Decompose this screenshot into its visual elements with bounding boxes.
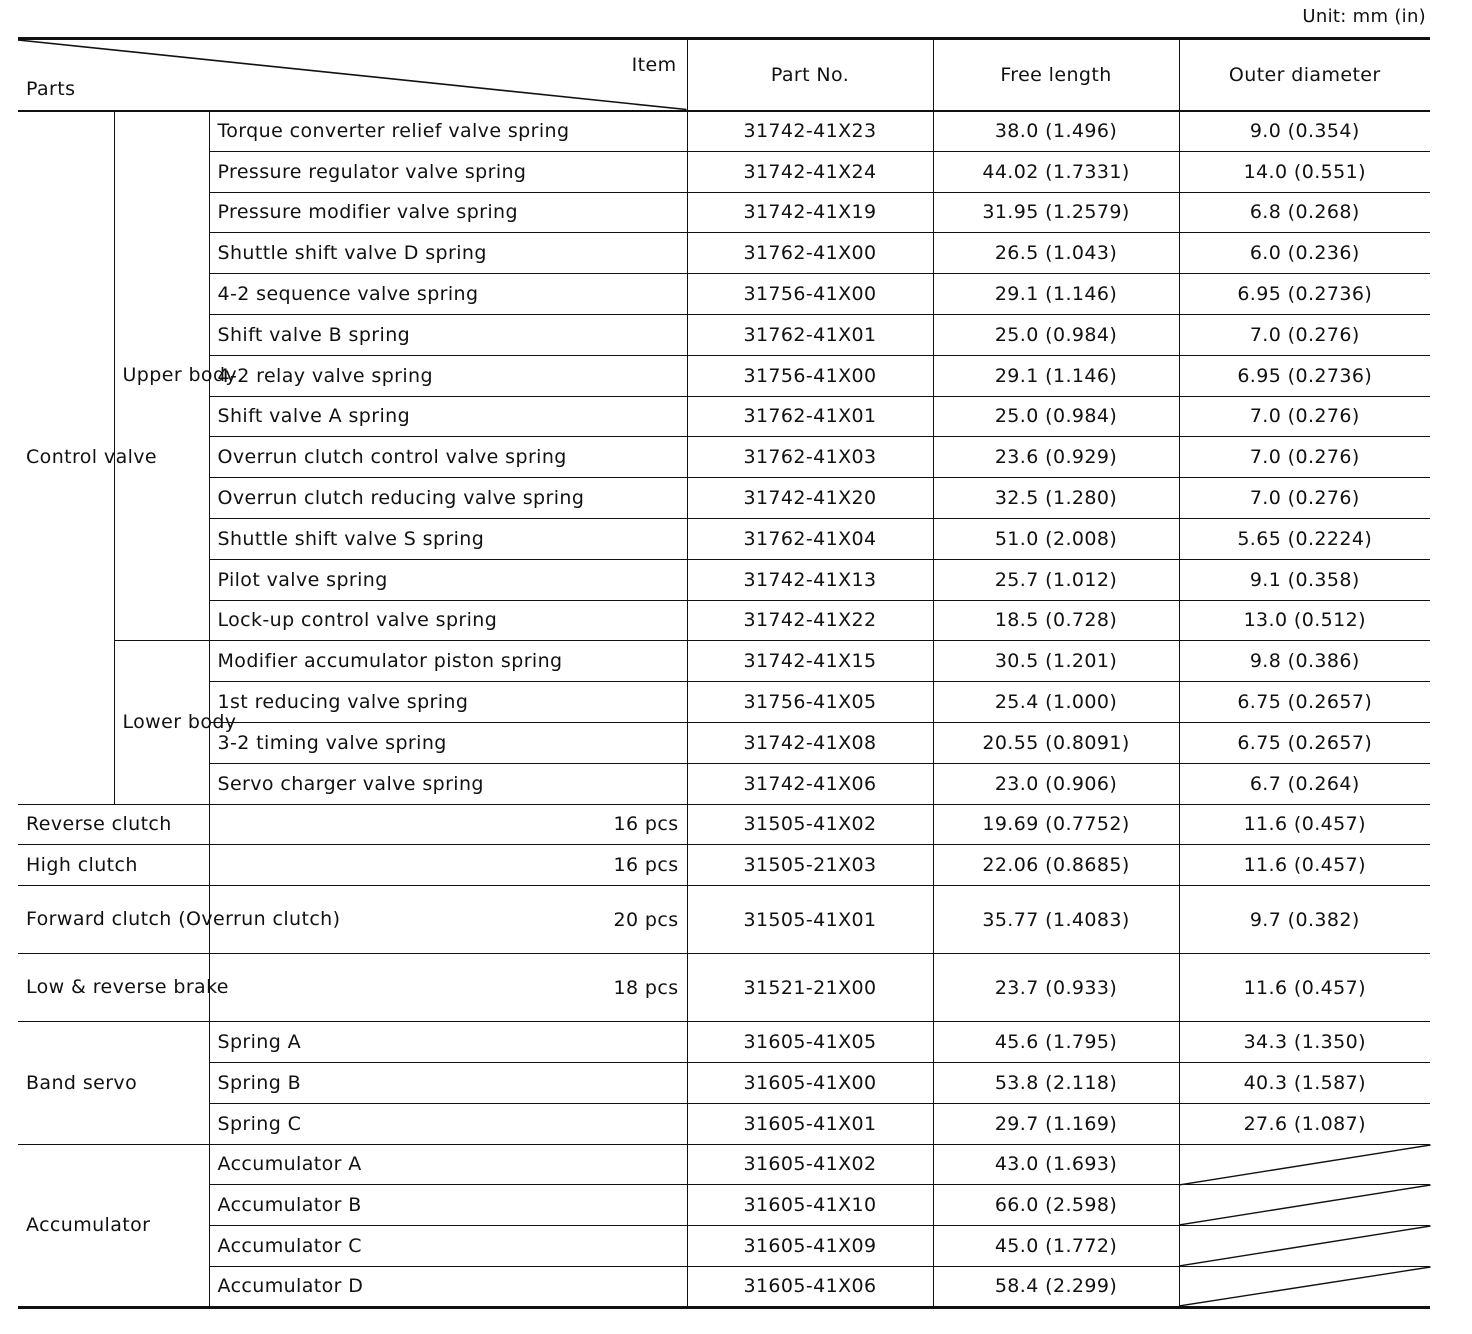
item-cell: Modifier accumulator piston spring	[209, 641, 687, 682]
free-length-cell: 32.5 (1.280)	[933, 478, 1179, 519]
item-cell: Shuttle shift valve D spring	[209, 233, 687, 274]
item-cell: Torque converter relief valve spring	[209, 111, 687, 152]
part-no-cell: 31742-41X19	[687, 192, 933, 233]
header-part-no: Part No.	[687, 39, 933, 111]
header-row	[18, 39, 1430, 111]
table-row	[18, 886, 1430, 954]
item-cell: Accumulator C	[209, 1226, 687, 1267]
part-no-cell: 31521-21X00	[687, 954, 933, 1022]
item-cell: 3-2 timing valve spring	[209, 722, 687, 763]
table-row	[18, 804, 1430, 845]
table-row	[18, 641, 1430, 682]
outer-diameter-cell: 11.6 (0.457)	[1179, 804, 1430, 845]
free-length-cell: 25.0 (0.984)	[933, 314, 1179, 355]
spring-spec-table	[18, 37, 1430, 1309]
table-row	[18, 1144, 1430, 1185]
part-group-label: Low & reverse brake	[18, 954, 209, 1022]
diagonal-line	[18, 40, 687, 110]
outer-diameter-cell: 34.3 (1.350)	[1179, 1022, 1430, 1063]
outer-diameter-cell: 9.0 (0.354)	[1179, 111, 1430, 152]
item-cell: Shift valve B spring	[209, 314, 687, 355]
part-no-cell: 31605-41X06	[687, 1266, 933, 1307]
table-row	[18, 274, 1430, 315]
outer-diameter-cell: 6.95 (0.2736)	[1179, 274, 1430, 315]
outer-diameter-cell: 9.1 (0.358)	[1179, 559, 1430, 600]
table-row	[18, 437, 1430, 478]
table-row	[18, 600, 1430, 641]
table-row	[18, 396, 1430, 437]
part-no-cell: 31605-41X09	[687, 1226, 933, 1267]
table-row	[18, 314, 1430, 355]
part-no-cell: 31605-41X05	[687, 1022, 933, 1063]
table-row	[18, 355, 1430, 396]
part-no-cell: 31756-41X05	[687, 682, 933, 723]
slash-line	[1180, 1145, 1431, 1185]
outer-diameter-not-applicable	[1179, 1266, 1430, 1307]
outer-diameter-cell: 6.75 (0.2657)	[1179, 682, 1430, 723]
free-length-cell: 29.1 (1.146)	[933, 355, 1179, 396]
quantity-cell: 16 pcs	[209, 845, 687, 886]
item-cell: Accumulator A	[209, 1144, 687, 1185]
free-length-cell: 23.6 (0.929)	[933, 437, 1179, 478]
free-length-cell: 25.4 (1.000)	[933, 682, 1179, 723]
item-cell: Spring B	[209, 1062, 687, 1103]
part-no-cell: 31605-41X00	[687, 1062, 933, 1103]
item-cell: Accumulator B	[209, 1185, 687, 1226]
outer-diameter-not-applicable	[1179, 1185, 1430, 1226]
band-servo-group-label: Band servo	[18, 1022, 209, 1144]
header-parts-label: Parts	[26, 77, 76, 100]
outer-diameter-cell: 13.0 (0.512)	[1179, 600, 1430, 641]
quantity-cell: 20 pcs	[209, 886, 687, 954]
part-no-cell: 31762-41X01	[687, 314, 933, 355]
free-length-cell: 30.5 (1.201)	[933, 641, 1179, 682]
quantity-cell: 16 pcs	[209, 804, 687, 845]
outer-diameter-not-applicable	[1179, 1144, 1430, 1185]
item-cell: 1st reducing valve spring	[209, 682, 687, 723]
free-length-cell: 20.55 (0.8091)	[933, 722, 1179, 763]
free-length-cell: 23.7 (0.933)	[933, 954, 1179, 1022]
item-cell: Spring A	[209, 1022, 687, 1063]
part-no-cell: 31762-41X03	[687, 437, 933, 478]
free-length-cell: 25.0 (0.984)	[933, 396, 1179, 437]
outer-diameter-cell: 11.6 (0.457)	[1179, 845, 1430, 886]
header-diagonal-cell	[18, 39, 687, 111]
free-length-cell: 45.0 (1.772)	[933, 1226, 1179, 1267]
item-cell: Shuttle shift valve S spring	[209, 518, 687, 559]
table-row	[18, 763, 1430, 804]
table-row	[18, 1103, 1430, 1144]
outer-diameter-cell: 11.6 (0.457)	[1179, 954, 1430, 1022]
outer-diameter-not-applicable	[1179, 1226, 1430, 1267]
table-row	[18, 233, 1430, 274]
outer-diameter-cell: 7.0 (0.276)	[1179, 314, 1430, 355]
free-length-cell: 29.1 (1.146)	[933, 274, 1179, 315]
table-row	[18, 954, 1430, 1022]
free-length-cell: 18.5 (0.728)	[933, 600, 1179, 641]
upper-body-group-label: Upper body	[114, 111, 209, 641]
outer-diameter-cell: 6.0 (0.236)	[1179, 233, 1430, 274]
slash-line	[1180, 1226, 1431, 1266]
table-row	[18, 478, 1430, 519]
free-length-cell: 43.0 (1.693)	[933, 1144, 1179, 1185]
free-length-cell: 38.0 (1.496)	[933, 111, 1179, 152]
free-length-cell: 29.7 (1.169)	[933, 1103, 1179, 1144]
outer-diameter-cell: 6.75 (0.2657)	[1179, 722, 1430, 763]
free-length-cell: 51.0 (2.008)	[933, 518, 1179, 559]
outer-diameter-cell: 40.3 (1.587)	[1179, 1062, 1430, 1103]
outer-diameter-cell: 14.0 (0.551)	[1179, 151, 1430, 192]
part-no-cell: 31742-41X06	[687, 763, 933, 804]
table-row	[18, 111, 1430, 152]
table-row	[18, 1185, 1430, 1226]
part-no-cell: 31742-41X13	[687, 559, 933, 600]
part-no-cell: 31505-41X02	[687, 804, 933, 845]
free-length-cell: 66.0 (2.598)	[933, 1185, 1179, 1226]
free-length-cell: 26.5 (1.043)	[933, 233, 1179, 274]
item-cell: Pressure modifier valve spring	[209, 192, 687, 233]
table-row	[18, 151, 1430, 192]
free-length-cell: 58.4 (2.299)	[933, 1266, 1179, 1307]
outer-diameter-cell: 9.8 (0.386)	[1179, 641, 1430, 682]
item-cell: Shift valve A spring	[209, 396, 687, 437]
quantity-cell: 18 pcs	[209, 954, 687, 1022]
free-length-cell: 35.77 (1.4083)	[933, 886, 1179, 954]
lower-body-group-label: Lower body	[114, 641, 209, 804]
part-no-cell: 31756-41X00	[687, 355, 933, 396]
unit-label: Unit: mm (in)	[1302, 6, 1426, 27]
part-no-cell: 31742-41X24	[687, 151, 933, 192]
part-no-cell: 31742-41X23	[687, 111, 933, 152]
outer-diameter-cell: 6.8 (0.268)	[1179, 192, 1430, 233]
header-item-label: Item	[631, 54, 677, 76]
free-length-cell: 53.8 (2.118)	[933, 1062, 1179, 1103]
part-no-cell: 31742-41X15	[687, 641, 933, 682]
slash-line	[1180, 1267, 1431, 1306]
part-no-cell: 31756-41X00	[687, 274, 933, 315]
outer-diameter-cell: 6.7 (0.264)	[1179, 763, 1430, 804]
part-no-cell: 31742-41X22	[687, 600, 933, 641]
outer-diameter-cell: 7.0 (0.276)	[1179, 478, 1430, 519]
header-outer-diameter: Outer diameter	[1179, 39, 1430, 111]
free-length-cell: 19.69 (0.7752)	[933, 804, 1179, 845]
part-no-cell: 31762-41X00	[687, 233, 933, 274]
table-body	[18, 39, 1430, 1308]
outer-diameter-cell: 5.65 (0.2224)	[1179, 518, 1430, 559]
control-valve-group-label: Control valve	[18, 111, 114, 805]
part-no-cell: 31762-41X01	[687, 396, 933, 437]
item-cell: Lock-up control valve spring	[209, 600, 687, 641]
slash-line	[1180, 1185, 1431, 1225]
item-cell: 4-2 sequence valve spring	[209, 274, 687, 315]
item-cell: 4-2 relay valve spring	[209, 355, 687, 396]
table-row	[18, 559, 1430, 600]
free-length-cell: 45.6 (1.795)	[933, 1022, 1179, 1063]
part-no-cell: 31605-41X01	[687, 1103, 933, 1144]
accumulator-group-label: Accumulator	[18, 1144, 209, 1307]
outer-diameter-cell: 6.95 (0.2736)	[1179, 355, 1430, 396]
free-length-cell: 31.95 (1.2579)	[933, 192, 1179, 233]
table-row	[18, 1226, 1430, 1267]
outer-diameter-cell: 9.7 (0.382)	[1179, 886, 1430, 954]
part-group-label: High clutch	[18, 845, 209, 886]
table-row	[18, 845, 1430, 886]
item-cell: Overrun clutch control valve spring	[209, 437, 687, 478]
part-no-cell: 31605-41X10	[687, 1185, 933, 1226]
item-cell: Pilot valve spring	[209, 559, 687, 600]
item-cell: Spring C	[209, 1103, 687, 1144]
outer-diameter-cell: 7.0 (0.276)	[1179, 396, 1430, 437]
free-length-cell: 22.06 (0.8685)	[933, 845, 1179, 886]
table-row	[18, 192, 1430, 233]
outer-diameter-cell: 7.0 (0.276)	[1179, 437, 1430, 478]
item-cell: Pressure regulator valve spring	[209, 151, 687, 192]
item-cell: Servo charger valve spring	[209, 763, 687, 804]
table-row	[18, 1266, 1430, 1307]
header-free-length: Free length	[933, 39, 1179, 111]
part-no-cell: 31605-41X02	[687, 1144, 933, 1185]
table-row	[18, 1062, 1430, 1103]
part-group-label: Reverse clutch	[18, 804, 209, 845]
part-no-cell: 31505-21X03	[687, 845, 933, 886]
part-no-cell: 31505-41X01	[687, 886, 933, 954]
part-group-label: Forward clutch (Overrun clutch)	[18, 886, 209, 954]
free-length-cell: 25.7 (1.012)	[933, 559, 1179, 600]
table-row	[18, 1022, 1430, 1063]
table-row	[18, 518, 1430, 559]
item-cell: Accumulator D	[209, 1266, 687, 1307]
free-length-cell: 23.0 (0.906)	[933, 763, 1179, 804]
item-cell: Overrun clutch reducing valve spring	[209, 478, 687, 519]
part-no-cell: 31742-41X20	[687, 478, 933, 519]
free-length-cell: 44.02 (1.7331)	[933, 151, 1179, 192]
outer-diameter-cell: 27.6 (1.087)	[1179, 1103, 1430, 1144]
part-no-cell: 31762-41X04	[687, 518, 933, 559]
part-no-cell: 31742-41X08	[687, 722, 933, 763]
